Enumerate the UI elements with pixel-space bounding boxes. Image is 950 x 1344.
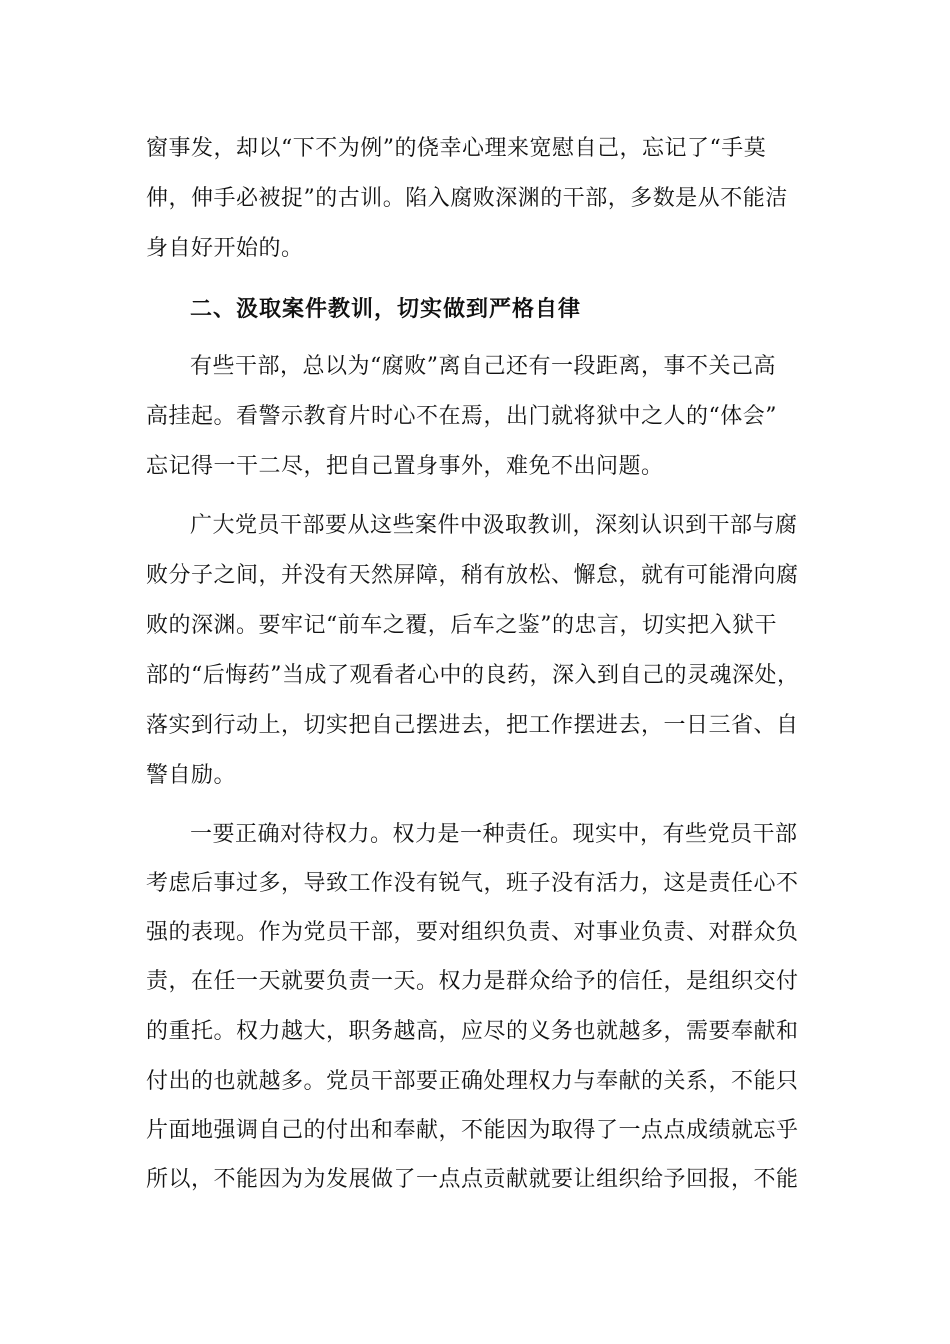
text-line: 伸，伸手必被捉”的古训。陷入腐败深渊的干部，多数是从不能洁 [146, 186, 788, 211]
text-line: 窗事发，却以“下不为例”的侥幸心理来宽慰自己，忘记了“手莫 [146, 136, 767, 161]
text-line: 败的深渊。要牢记“前车之覆，后车之鉴”的忠言，切实把入狱干 [146, 613, 777, 638]
text-line: 高挂起。看警示教育片时心不在焉，出门就将狱中之人的“体会” [146, 404, 777, 429]
text-line: 部的“后悔药”当成了观看者心中的良药，深入到自己的灵魂深处， [146, 663, 800, 688]
text-line: 考虑后事过多，导致工作没有锐气，班子没有活力，这是责任心不 [146, 871, 799, 896]
text-line: 广大党员干部要从这些案件中汲取教训，深刻认识到干部与腐 [190, 513, 798, 538]
text-line: 警自励。 [146, 763, 237, 788]
text-line: 责，在任一天就要负责一天。权力是群众给予的信任，是组织交付 [146, 969, 799, 994]
text-line: 败分子之间，并没有天然屏障，稍有放松、懈怠，就有可能滑向腐 [146, 563, 799, 588]
text-line: 片面地强调自己的付出和奉献，不能因为取得了一点点成绩就忘乎 [146, 1118, 799, 1143]
text-line: 一要正确对待权力。权力是一种责任。现实中，有些党员干部 [190, 822, 798, 847]
text-line: 付出的也就越多。党员干部要正确处理权力与奉献的关系，不能只 [146, 1069, 799, 1094]
text-line: 身自好开始的。 [146, 236, 304, 261]
text-line: 落实到行动上，切实把自己摆进去，把工作摆进去，一日三省、自 [146, 713, 799, 738]
text-line: 有些干部，总以为“腐败”离自己还有一段距离，事不关己高 [190, 354, 776, 379]
text-line: 所以，不能因为为发展做了一点点贡献就要让组织给予回报，不能 [146, 1167, 799, 1192]
text-line: 忘记得一干二尽，把自己置身事外，难免不出问题。 [146, 454, 664, 479]
text-line: 强的表现。作为党员干部，要对组织负责、对事业负责、对群众负 [146, 920, 799, 945]
text-line: 的重托。权力越大，职务越高，应尽的义务也就越多，需要奉献和 [146, 1019, 799, 1044]
section-heading: 二、汲取案件教训，切实做到严格自律 [190, 297, 582, 322]
